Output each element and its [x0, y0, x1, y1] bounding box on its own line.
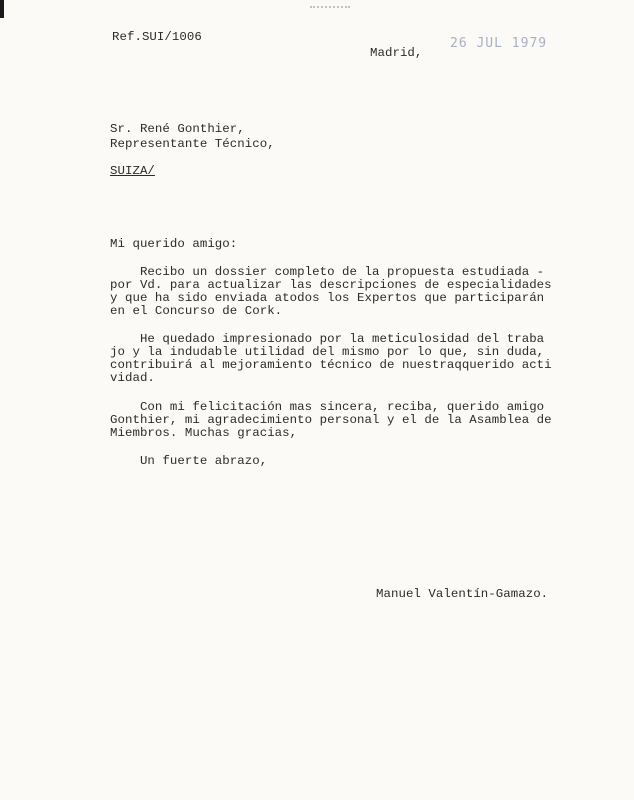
salutation: Mi querido amigo:: [110, 237, 238, 251]
paragraph-3-line-1: Con mi felicitación mas sincera, reciba, querido amigo: [110, 400, 545, 414]
paragraph-1-line-3: y que ha sido enviada atodos los Expertos que participarán: [110, 291, 545, 305]
paragraph-1-line-1: Recibo un dossier completo de la propuesta estudiada -: [110, 265, 545, 279]
paragraph-3-line-3: Miembros. Muchas gracias,: [110, 426, 298, 440]
recipient-name: Sr. René Gonthier,: [110, 122, 245, 136]
reference-number: Ref.SUI/1006: [112, 30, 202, 44]
paragraph-2-line-4: vidad.: [110, 371, 155, 385]
paragraph-1-line-2: por Vd. para actualizar las descripciones de especialidades: [110, 278, 552, 292]
recipient-title: Representante Técnico,: [110, 137, 275, 151]
closing: Un fuerte abrazo,: [110, 454, 268, 468]
scan-edge-mark: [0, 0, 4, 18]
signature: Manuel Valentín-Gamazo.: [376, 587, 549, 601]
paragraph-1-line-4: en el Concurso de Cork.: [110, 304, 283, 318]
paragraph-2-line-3: contribuirá al mejoramiento técnico de nuestraqquerido acti: [110, 358, 552, 372]
paragraph-3-line-2: Gonthier, mi agradecimiento personal y el de la Asamblea de: [110, 413, 552, 427]
place-name: Madrid,: [370, 46, 423, 60]
date-stamp: 26 JUL 1979: [450, 36, 548, 51]
paragraph-2-line-2: jo y la indudable utilidad del mismo por lo que, sin duda,: [110, 345, 545, 359]
paragraph-2-line-1: He quedado impresionado por la meticulosidad del traba: [110, 332, 545, 346]
faded-header-mark: [310, 6, 350, 14]
recipient-country: SUIZA/: [110, 164, 155, 178]
